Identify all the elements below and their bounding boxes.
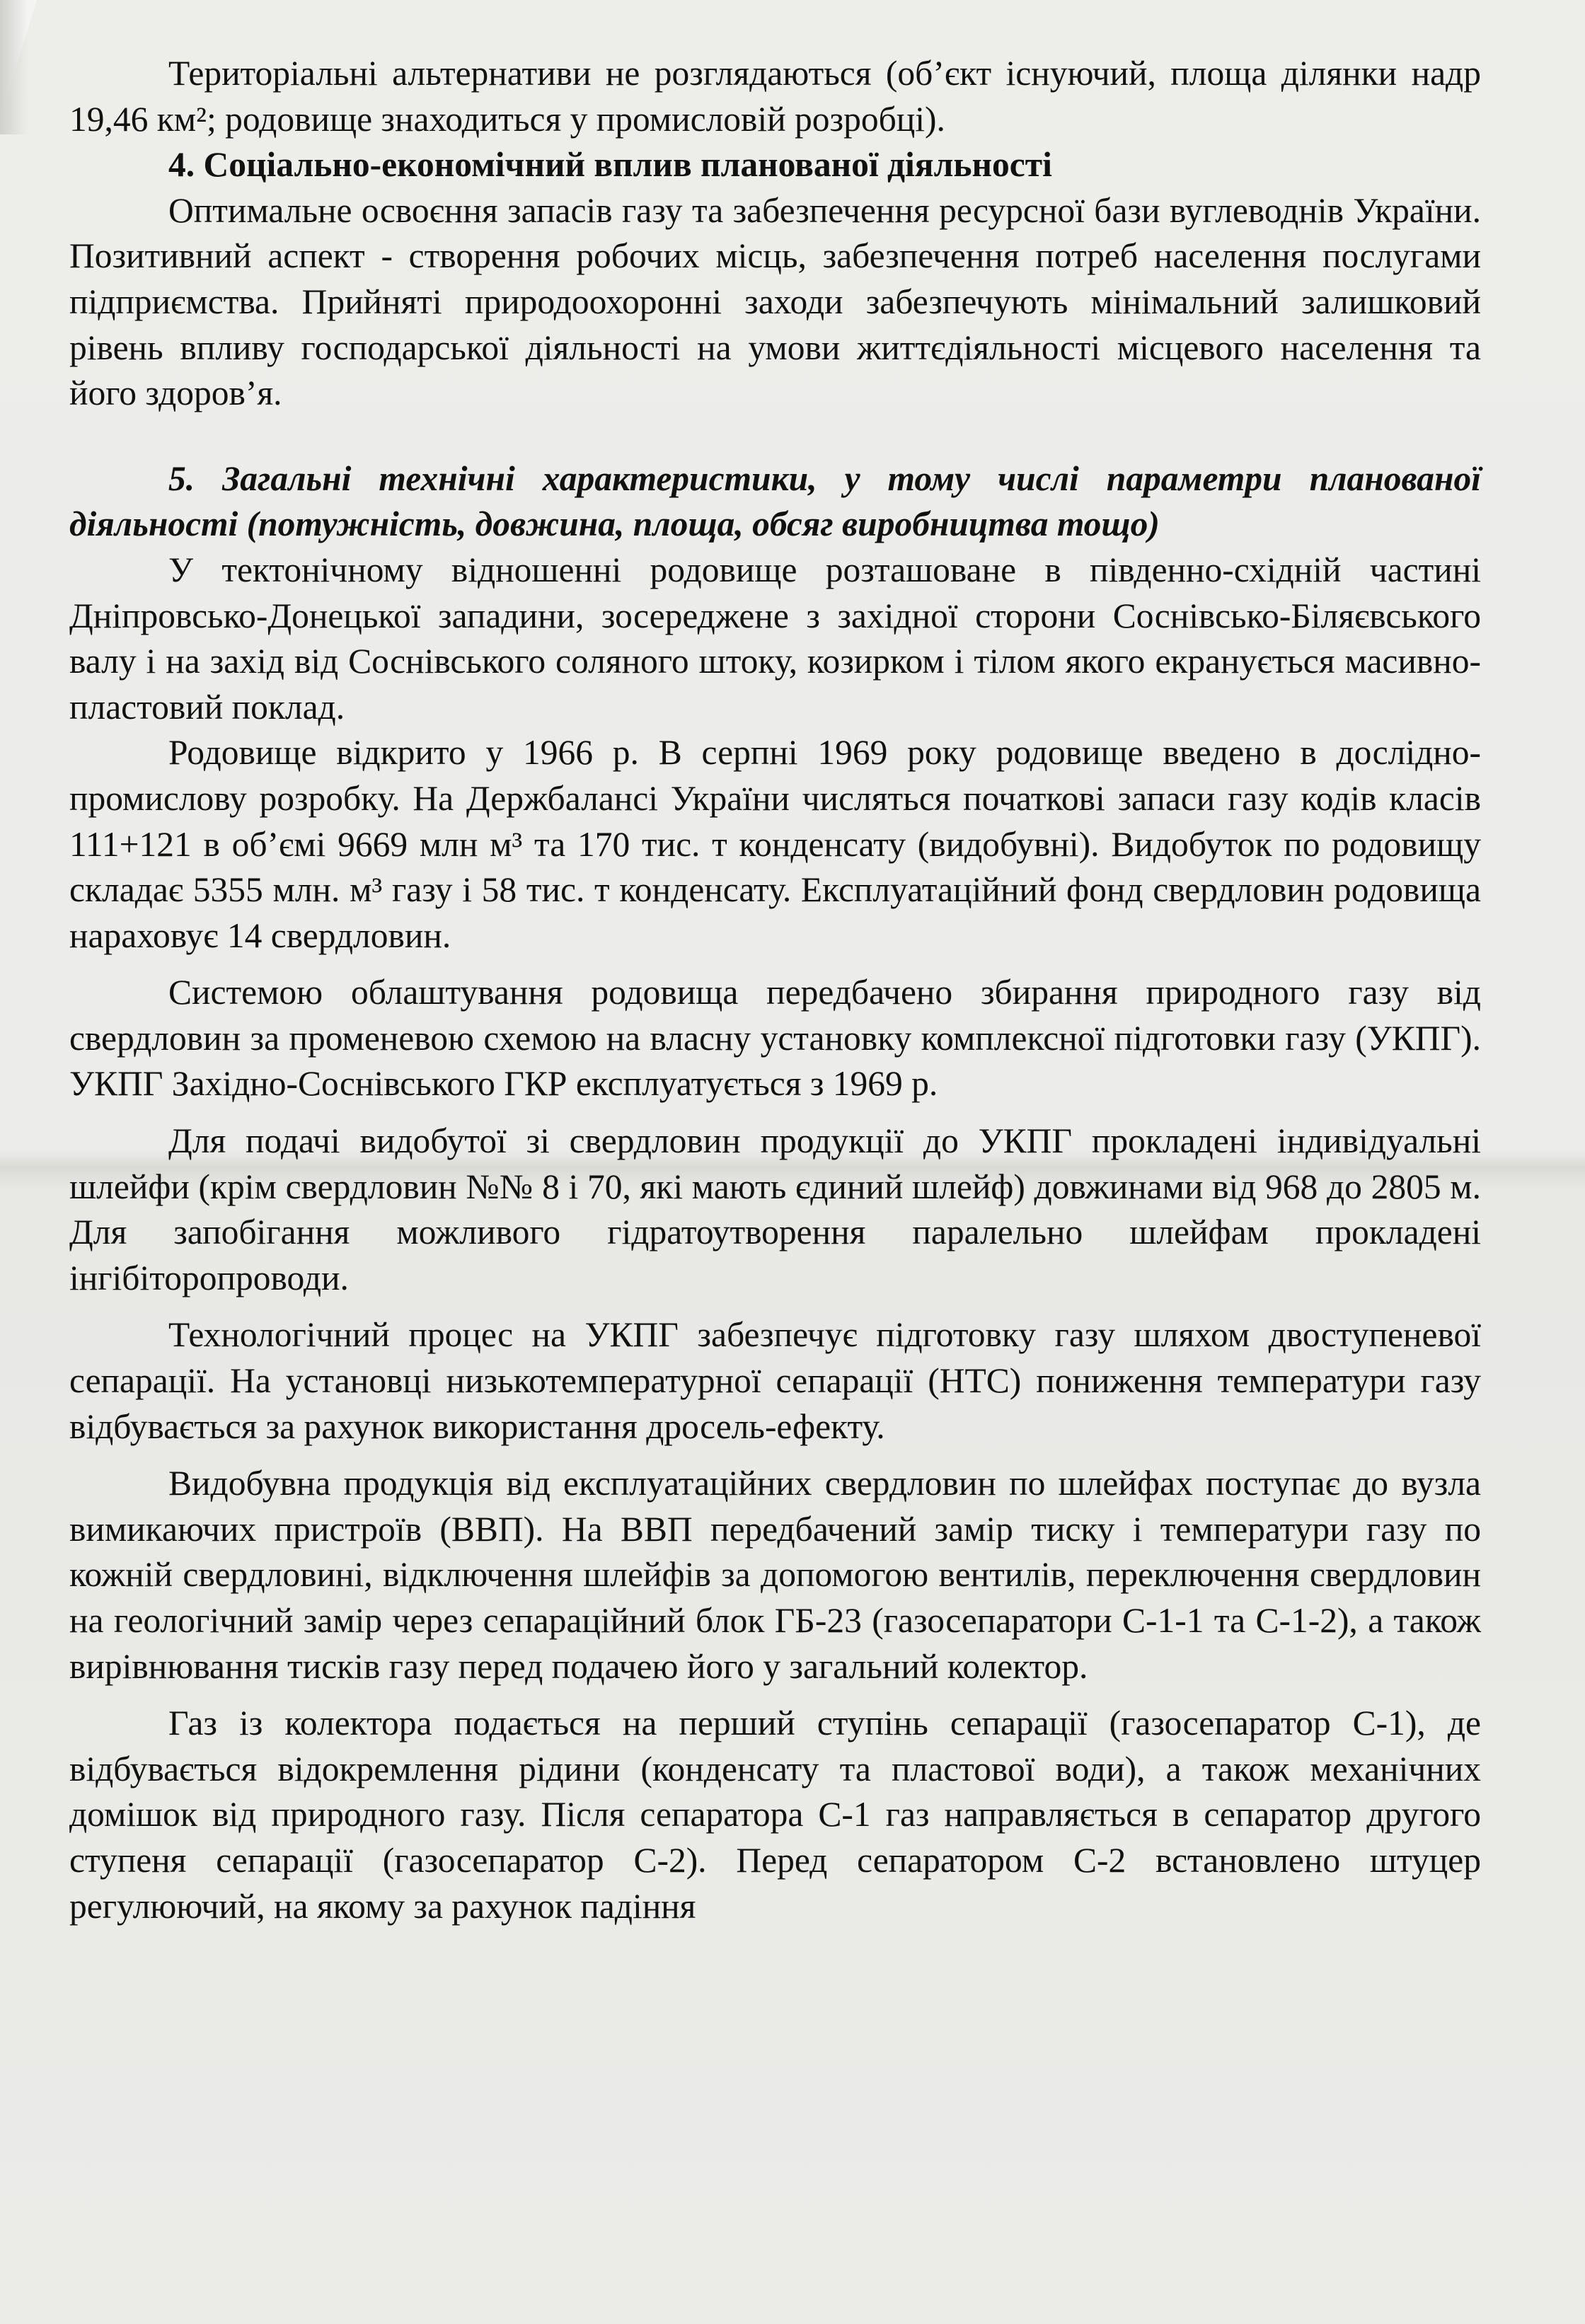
- paragraph-gathering-system: Системою облаштування родовища передбачено збирання природного газу від свердловин за променевою схемою на власну установку комплексної підготовки газу (УКПГ). УКПГ Західно-Соснівського ГКР експлуатується з 1969 р.: [69, 973, 1481, 1104]
- paragraph-gap: [69, 959, 1481, 970]
- paragraph-production: Видобувна продукція від експлуатаційних свердловин по шлейфах поступає до вузла вимикаючих пристроїв (ВВП). На ВВП передбачений замір тиску і температури газу по кожній свердловині, відключення шлейфів за допомогою вентилів, переключення свердловин на геологічний замір через сепараційний блок ГБ-23 (газосепаратори С-1-1 та С-1-2), а також вирівнювання тисків газу перед подачею його у загальний колектор.: [69, 1464, 1481, 1686]
- paragraph-discovery: Родовище відкрито у 1966 р. В серпні 1969 року родовище введено в дослідно-промислову розробку. На Держбалансі України числяться початкові запаси газу кодів класів 111+121 в об’ємі 9669 млн м³ та 170 тис. т конденсату (видобувні). Видобуток по родовищу складає 5355 млн. м³ газу і 58 тис. т конденсату. Експлуатаційний фонд свердловин родовища нараховує 14 свердловин.: [69, 733, 1481, 955]
- document-body: [69, 51, 1481, 1929]
- paragraph-separation: Газ із колектора подається на перший ступінь сепарації (газосепаратор С-1), де відбувається відокремлення рідини (конденсату та пластової води), а також механічних домішок від природного газу. Після сепаратора С-1 газ направляється в сепаратор другого ступеня сепарації (газосепаратор С-2). Перед сепаратором С-2 встановлено штуцер регулюючий, на якому за рахунок падіння: [69, 1704, 1481, 1926]
- paragraph-process: Технологічний процес на УКПГ забезпечує підготовку газу шляхом двоступеневої сепарації. На установці низькотемпературної сепарації (НТС) пониження температури газу відбувається за рахунок використання дросель-ефекту.: [69, 1315, 1481, 1446]
- section-5-heading: 5. Загальні технічні характеристики, у тому числі параметри планованої діяльності (потужність, довжина, площа, обсяг виробництва тощо): [69, 458, 1481, 544]
- paragraph-flowlines: Для подачі видобутої зі свердловин продукції до УКПГ прокладені індивідуальні шлейфи (крім свердловин №№ 8 і 70, які мають єдиний шлейф) довжинами від 968 до 2805 м. Для запобігання можливого гідратоутворення паралельно шлейфам прокладені інгібіторопроводи.: [69, 1121, 1481, 1297]
- paragraph-gap: [69, 1689, 1481, 1701]
- paragraph-gap: [69, 1301, 1481, 1312]
- paragraph-tectonics: У тектонічному відношенні родовище розташоване в південно-східній частині Дніпровсько-Донецької западини, зосереджене з західної сторони Соснівсько-Біляєвського валу і на захід від Соснівського соляного штоку, козирком і тілом якого екранується масивно-пластовий поклад.: [69, 550, 1481, 727]
- section-4-paragraph: Оптимальне освоєння запасів газу та забезпечення ресурсної бази вуглеводнів України. Позитивний аспект - створення робочих місць, забезпечення потреб населення послугами підприємства. Прийняті природоохоронні заходи забезпечують мінімальний залишковий рівень впливу господарської діяльності на умови життєдіяльності місцевого населення та його здоров’я.: [69, 190, 1481, 413]
- page-corner-shadow: [0, 0, 28, 134]
- intro-paragraph: Територіальні альтернативи не розглядаються (об’єкт існуючий, площа ділянки надр 19,46 км²; родовище знаходиться у промисловій розробці).: [69, 54, 1481, 139]
- section-4-heading: 4. Соціально-економічний вплив планованої діяльності: [168, 145, 1052, 185]
- paragraph-gap: [69, 1107, 1481, 1118]
- paragraph-gap: [69, 1450, 1481, 1461]
